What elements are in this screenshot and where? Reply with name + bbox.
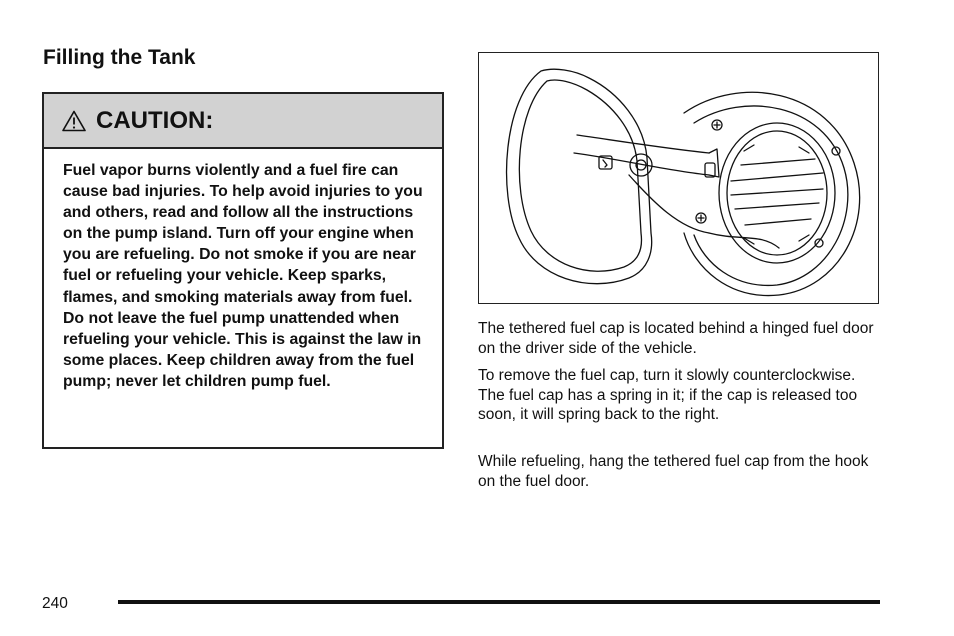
warning-triangle-icon [62,110,86,132]
page-number: 240 [42,595,68,612]
paragraph-hang-fuel-cap: While refueling, hang the tethered fuel cap from the hook on the fuel door. [478,453,869,490]
section-title: Filling the Tank [43,46,196,69]
caution-title: CAUTION: [96,106,214,134]
caution-header [44,94,442,149]
footer-rule [118,600,880,604]
caution-text: Fuel vapor burns violently and a fuel fire can cause bad injuries. To help avoid injuries to you and others, read and follow all the instructions on the pump island. Turn off your engine when you are refueling. Do not smoke if you are near fuel or refueling your vehicle. Keep sparks, flames, and smoking materials away from fuel. Do not leave the fuel pump unattended when refueling your vehicle. This is against the law in some places. Keep children away from the fuel pump; never let children pump fuel. [63,162,423,390]
fuel-cap-illustration [479,53,878,303]
paragraph-remove-fuel-cap: To remove the fuel cap, turn it slowly counterclockwise. The fuel cap has a spring in it; if the cap is released too soon, it will spring back to the right. [478,367,858,424]
caution-box [42,92,444,449]
fuel-door-figure [478,52,879,304]
paragraph-fuel-cap-location: The tethered fuel cap is located behind a hinged fuel door on the driver side of the vehicle. [478,320,874,357]
